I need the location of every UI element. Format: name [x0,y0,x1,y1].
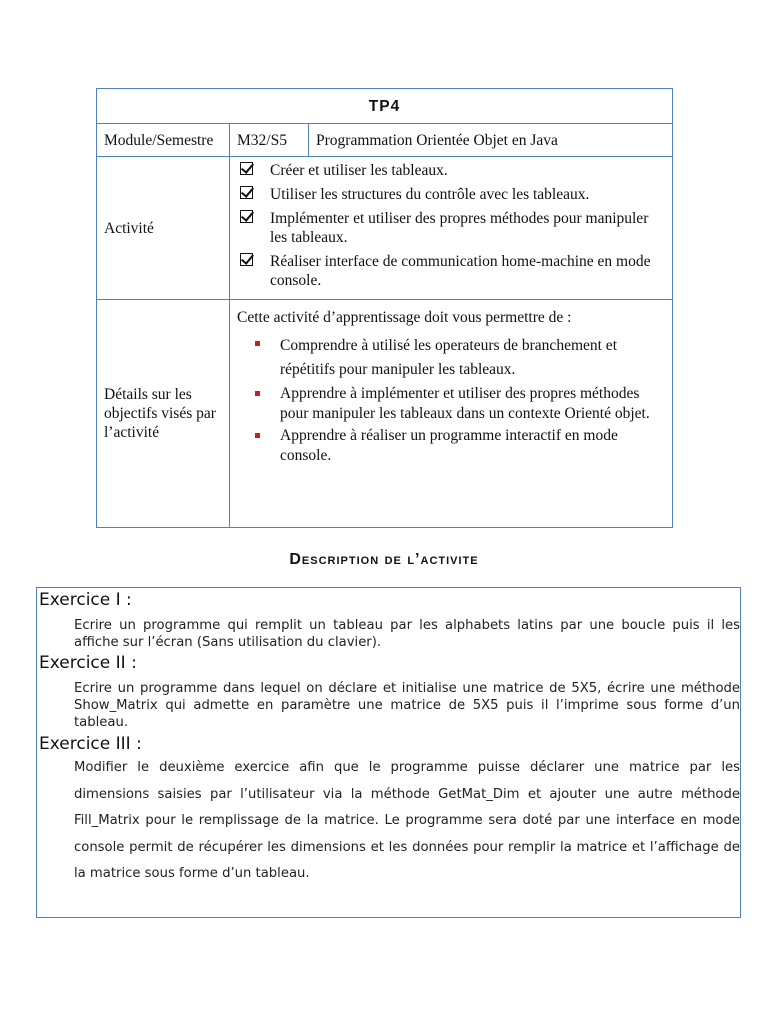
module-name: Programmation Orientée Objet en Java [309,124,673,157]
exercise-title: Exercice I : [39,590,132,610]
module-code: M32/S5 [230,124,309,157]
tp-info-table [96,88,673,528]
bullet-icon [255,433,260,438]
table-title-row [97,89,673,124]
exercise-text: Ecrire un programme qui remplit un tableau par les alphabets latins par une boucle puis il les affiche sur l’écran (Sans utilisation du clavier). [74,618,740,650]
exercise-text: Ecrire un programme dans lequel on déclare et initialise une matrice de 5X5, écrire une méthode Show_Matrix qui admette en paramètre une matrice de 5X5 puis il l’imprime sous forme d’un tableau. [74,681,740,730]
module-row [97,124,673,157]
details-intro: Cette activité d’apprentissage doit vous permettre de : [237,309,572,326]
checkbox-checked-icon [240,253,253,266]
details-row [97,300,673,528]
checkbox-checked-icon [240,210,253,223]
exercises-box [36,587,741,918]
list-item: Créer et utiliser les tableaux. [237,161,665,180]
checkbox-checked-icon [240,186,253,199]
tp-title: TP4 [97,89,673,124]
list-item: Réaliser interface de communication home-machine en mode console. [237,252,665,290]
checkbox-checked-icon [240,162,253,175]
activite-label: Activité [97,157,230,300]
exercise-text: Modifier le deuxième exercice afin que le programme puisse déclarer une matrice par les dimensions saisies par l’utilisateur via la méthode GetMat_Dim et ajouter une autre méthode Fill_Matrix pour le remplissage de la matrice. Le programme sera doté par une interface en mode console permit de récupérer les dimensions et les données pour remplir la matrice et l’affichage de la matrice sous forme d’un tableau. [74,760,740,881]
list-item: Implémenter et utiliser des propres méthodes pour manipuler les tableaux. [237,209,665,247]
list-item: Comprendre à utilisé les operateurs de branchement et répétitifs pour manipuler les tableaux. [237,334,665,381]
objectifs-list [237,334,665,465]
activite-list [237,161,665,290]
bullet-icon [255,391,260,396]
activite-row [97,157,673,300]
details-label: Détails sur les objectifs visés par l’activité [97,300,230,528]
details-cell [230,300,673,528]
exercise-title: Exercice II : [39,653,137,673]
exercise-title: Exercice III : [39,734,142,754]
description-heading: Description de l’activite [289,551,479,568]
module-label: Module/Semestre [97,124,230,157]
list-item: Utiliser les structures du contrôle avec les tableaux. [237,185,665,204]
list-item: Apprendre à implémenter et utiliser des propres méthodes pour manipuler les tableaux dans un contexte Orienté objet. [237,384,665,423]
bullet-icon [255,341,260,346]
list-item: Apprendre à réaliser un programme interactif en mode console. [237,426,665,465]
activite-list-cell [230,157,673,300]
